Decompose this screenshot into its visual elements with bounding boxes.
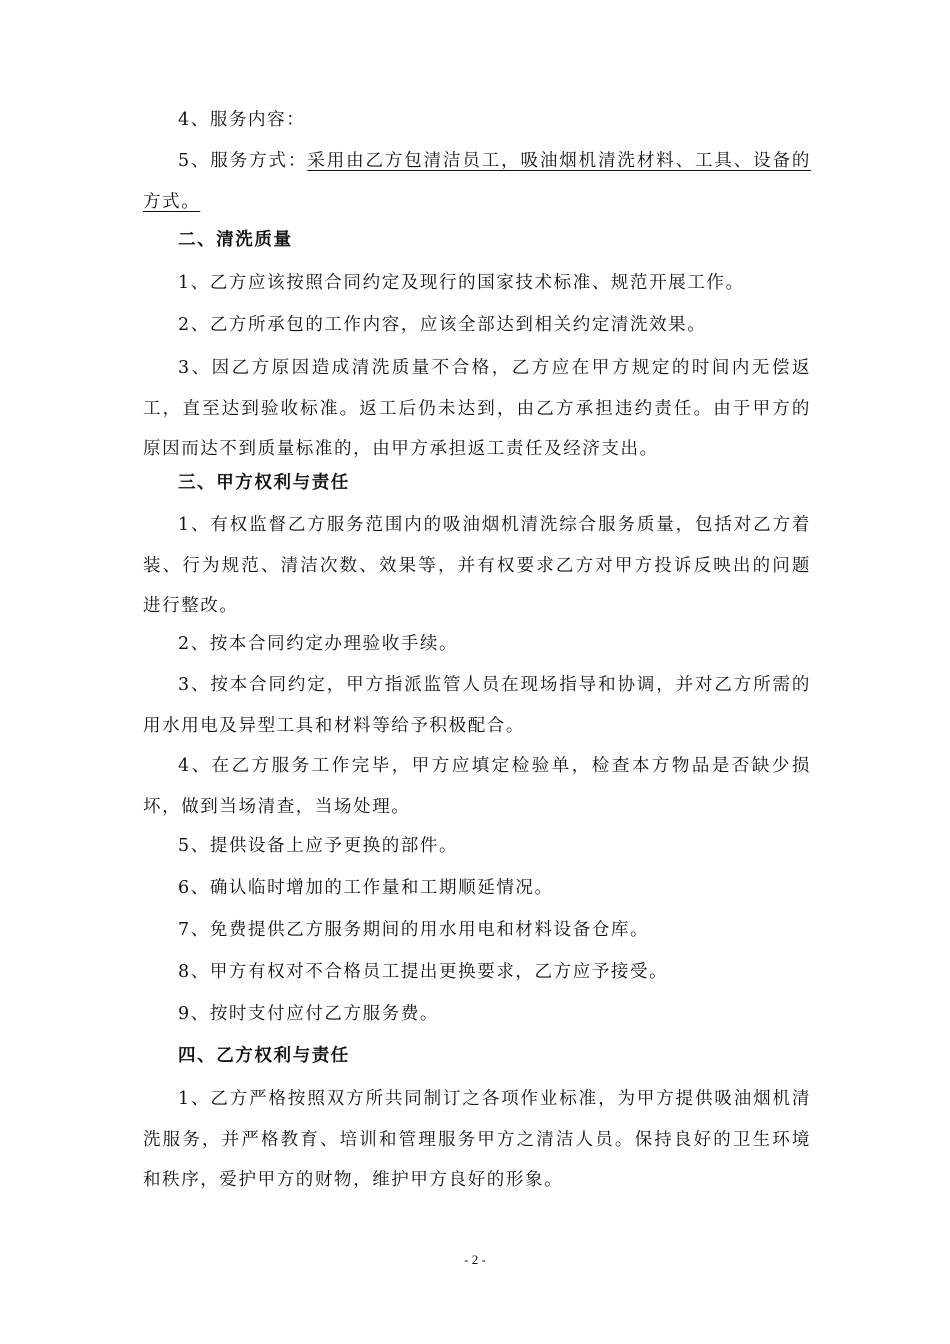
paragraph-party-a-3: 3、按本合同约定，甲方指派监管人员在现场指导和协调，并对乙方所需的用水用电及异型工具和材料等给予积极配合。: [143, 675, 811, 736]
heading-party-a-rights: 三、甲方权利与责任: [178, 473, 350, 493]
heading-party-b-rights: 四、乙方权利与责任: [178, 1046, 350, 1066]
paragraph-service-method: [143, 141, 811, 222]
paragraph-party-a-6: 6、确认临时增加的工作量和工期顺延情况。: [178, 878, 554, 898]
paragraph-service-content: 4、服务内容：: [178, 110, 306, 130]
paragraph-quality-2: 2、乙方所承包的工作内容，应该全部达到相关约定清洗效果。: [178, 315, 707, 335]
page-number: - 2 -: [464, 1252, 486, 1267]
paragraph-quality-3: 3、因乙方原因造成清洗质量不合格，乙方应在甲方规定的时间内无偿返工，直至达到验收标准。返工后仍未达到，由乙方承担违约责任。由于甲方的原因而达不到质量标准的，由甲方承担返工责任及经济支出。: [143, 358, 811, 459]
service-method-label: 5、服务方式：: [178, 151, 308, 171]
heading-cleaning-quality: 二、清洗质量: [178, 230, 293, 250]
paragraph-party-a-5: 5、提供设备上应予更换的部件。: [178, 836, 459, 856]
paragraph-party-a-2: 2、按本合同约定办理验收手续。: [178, 634, 459, 654]
paragraph-party-b-1: 1、乙方严格按照双方所共同制订之各项作业标准，为甲方提供吸油烟机清洗服务，并严格教育、培训和管理服务甲方之清洁人员。保持良好的卫生环境和秩序，爱护甲方的财物，维护甲方良好的形象。: [143, 1089, 811, 1190]
service-method-underlined-text: 采用由乙方包清洁员工，吸油烟机清洗材料、工具、设备的方式。: [143, 151, 811, 212]
paragraph-party-a-4: 4、在乙方服务工作完毕，甲方应填定检验单，检查本方物品是否缺少损坏，做到当场清查，当场处理。: [143, 756, 811, 817]
paragraph-quality-1: 1、乙方应该按照合同约定及现行的国家技术标准、规范开展工作。: [178, 273, 745, 293]
paragraph-party-a-9: 9、按时支付应付乙方服务费。: [178, 1004, 440, 1024]
paragraph-party-a-1: 1、有权监督乙方服务范围内的吸油烟机清洗综合服务质量，包括对乙方着装、行为规范、清洁次数、效果等，并有权要求乙方对甲方投诉反映出的问题进行整改。: [143, 515, 811, 616]
paragraph-party-a-8: 8、甲方有权对不合格员工提出更换要求，乙方应予接受。: [178, 962, 669, 982]
paragraph-party-a-7: 7、免费提供乙方服务期间的用水用电和材料设备仓库。: [178, 920, 650, 940]
